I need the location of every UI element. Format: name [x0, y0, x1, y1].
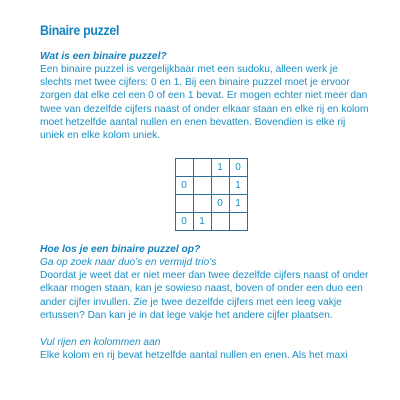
puzzle-cell [211, 177, 229, 195]
section-body-duos-trios: Doordat je weet dat er niet meer dan twee dezelfde cijfers naast of onder elkaar mogen staan, kan je sowieso naast, boven of onder een duo een ander cijfer invullen. Zie je twee dezelfde cijfers met een leeg vakje ertussen? Dan kan je in dat lege vakje het andere cijfer plaatsen. [40, 270, 369, 321]
puzzle-row [175, 177, 247, 195]
subheading-duos-trios: Ga op zoek naar duo’s en vermijd trio’s [40, 257, 217, 269]
puzzle-cell: 1 [229, 195, 247, 213]
puzzle-cell [211, 213, 229, 231]
puzzle-cell [175, 195, 193, 213]
puzzle-cell: 1 [211, 159, 229, 177]
puzzle-cell: 1 [193, 213, 211, 231]
page-title: Binaire puzzel [40, 22, 120, 38]
puzzle-row [175, 195, 247, 213]
puzzle-cell [175, 159, 193, 177]
puzzle-row [175, 159, 247, 177]
puzzle-cell [193, 177, 211, 195]
binary-puzzle-grid [175, 158, 248, 231]
section-heading-how-to-solve: Hoe los je een binaire puzzel op? [40, 244, 201, 256]
puzzle-cell: 1 [229, 177, 247, 195]
puzzle-cell: 0 [175, 213, 193, 231]
puzzle-row [175, 213, 247, 231]
puzzle-cell: 0 [211, 195, 229, 213]
puzzle-cell [193, 195, 211, 213]
section-body-what-is: Een binaire puzzel is vergelijkbaar met een sudoku, alleen werk je slechts met twee cijfers: 0 en 1. Bij een binaire puzzel moet je ervoor zorgen dat elke cel een 0 of een 1 bevat. Er mogen echter niet meer dan twee van dezelfde cijfers naast of onder elkaar staan en elke rij en kolom moet hetzelfde aantal nullen en enen bevatten. Bovendien is elke rij uniek en elke kolom uniek. [40, 64, 369, 142]
puzzle-cell: 0 [175, 177, 193, 195]
section-spacer [40, 322, 370, 336]
puzzle-cell: 0 [229, 159, 247, 177]
section-heading-what-is: Wat is een binaire puzzel? [40, 51, 167, 62]
subheading-rows-columns: Vul rijen en kolommen aan [40, 337, 161, 349]
puzzle-cell [229, 213, 247, 231]
puzzle-cell [193, 159, 211, 177]
puzzle-grid-wrapper [40, 158, 370, 231]
section-body-rows-columns: Elke kolom en rij bevat hetzelfde aantal nullen en enen. Als het maxi [40, 350, 348, 362]
document-page [40, 22, 370, 362]
